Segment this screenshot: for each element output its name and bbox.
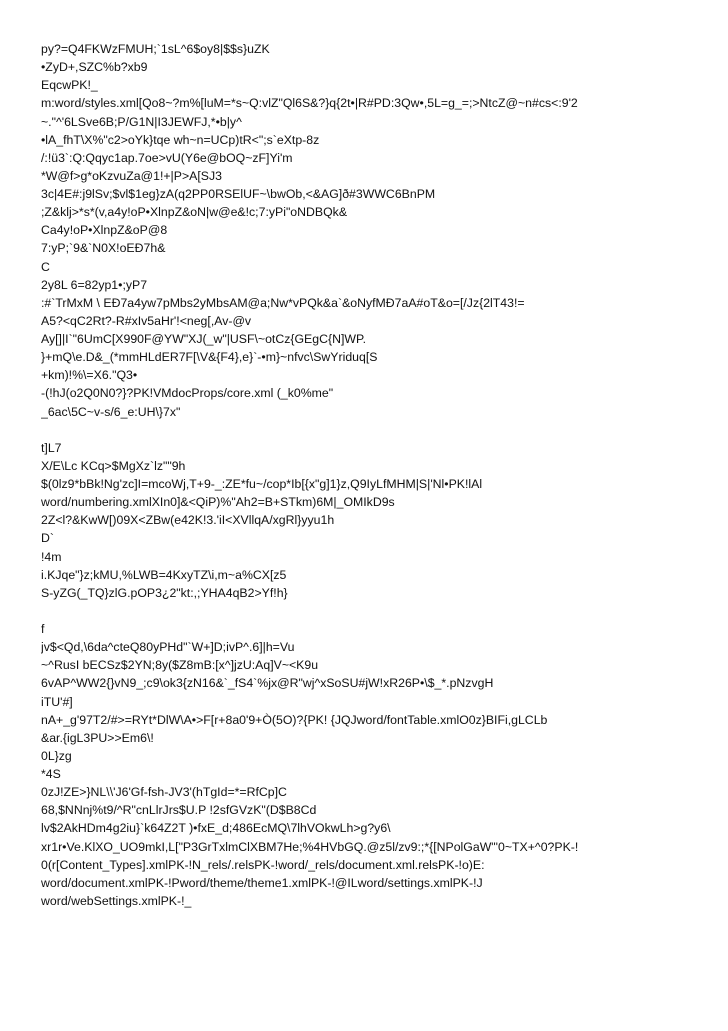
document-line: /:!ü3`:Q:Qqyc1ap.7oe>vU(Y6e@bOQ~zF]Yi'm bbox=[41, 150, 293, 165]
document-line: 7:yP;`9&`N0X!oEÐ7h& bbox=[41, 241, 166, 256]
document-line: nA+_g'97T2/#>=RYt*DlW\A•>F[r+8a0'9+Ò(5O)?{PK! {JQJword/fontTable.xmlO0z}BIFi,gLCLb bbox=[41, 712, 548, 727]
document-line: &ar.{igL3PU>>Em6\! bbox=[41, 730, 154, 745]
document-line: xr1r•Ve.KlXO_UO9mkI,L["P3GrTxlmClXBM7He;%4HVbGQ.@z5l/zv9:;*{[NPolGaW"'0~TX+^0?PK-! bbox=[41, 839, 579, 854]
document-line: t]L7 bbox=[41, 440, 62, 455]
document-line: •ZyD+,SZC%b?xb9 bbox=[41, 60, 148, 75]
document-line: 6vAP^WW2{}vN9_;c9\ok3{zN16&`_fS4`%jx@R"wj^xSoSU#jW!xR26P•\$_*.pNzvgH bbox=[41, 676, 494, 691]
document-line: X/E\Lc KCq>$MgXz`lz""9h bbox=[41, 458, 186, 473]
document-line bbox=[41, 421, 728, 439]
document-line: ;Z&klj>*s*(v,a4y!oP•XlnpZ&oN|w@e&!c;7:yPi"oNDBQk& bbox=[41, 205, 348, 220]
document-line bbox=[41, 602, 728, 620]
document-line: iTU'#] bbox=[41, 694, 73, 709]
document-line: }+mQ\e.D&_(*mmHLdER7F[\V&{F4},e}`-•m}~nfvc\SwYriduq[S bbox=[41, 350, 378, 365]
document-line: lv$2AkHDm4g2iu}`k64Z2T )•fxE_d;486EcMQ\7lhVOkwLh>g?y6\ bbox=[41, 821, 391, 836]
document-line: i.KJqe"}z;kMU,%LWB=4KxyTZ\i,m~a%CX[z5 bbox=[41, 567, 287, 582]
document-line: A5?<qC2Rt?-R#xIv5aHr'!<neg[,Av-@v bbox=[41, 313, 252, 328]
document-line: ~."^'6LSve6B;P/G1N|I3JEWFJ,*•b|y^ bbox=[41, 114, 242, 129]
document-line: ~^RusI bECSz$2YN;8y($Z8mB:[x^]jzU:Aq]V~<K9u bbox=[41, 658, 319, 673]
document-line: 3c|4E#:j9lSv;$vl$1eg}zA(q2PP0RSElUF~\bwOb,<&AG]ð#3WWC6BnPM bbox=[41, 187, 436, 201]
document-line: _6ac\5C~v-s/6_e:UH\}7x" bbox=[41, 404, 181, 419]
document-line: D` bbox=[41, 531, 54, 546]
document-line: :#`TrMxM \ EÐ7a4yw7pMbs2yMbsAM@a;Nw*vPQk&a`&oNyfMÐ7aA#oT&o=[/Jz{2lT43!= bbox=[41, 295, 525, 310]
document-line: 2Z<l?&KwW[)09X<ZBw(e42K!3.'iI<XVllqA/xgRl}yyu1h bbox=[41, 513, 335, 528]
document-line: 0L}zg bbox=[41, 748, 72, 763]
document-line: -(!hJ(o2Q0N0?}?PK!VMdocProps/core.xml (_k0%me" bbox=[41, 386, 334, 401]
document-line: Ca4y!oP•XlnpZ&oP@8 bbox=[41, 223, 168, 238]
document-line: jv$<Qd,\6da^cteQ80yPHd"`W+]D;ivP^.6]|h=Vu bbox=[41, 640, 295, 655]
document-line: word/numbering.xmlXIn0]&<QiP)%"Ah2=B+STkm)6M|_OMIkD9s bbox=[41, 495, 395, 510]
document-line: +km)!%\=X6."Q3• bbox=[41, 368, 138, 383]
document-line: S-yZG(_TQ}zlG.pOP3¿2"kt:,;YHA4qB2>Yf!h} bbox=[41, 585, 288, 600]
document-line: •lA_fhT\X%"c2>oYk}tqe wh~n=UCp)tR<";s`eXtp-8z bbox=[41, 132, 320, 147]
document-line: py?=Q4FKWzFMUH;`1sL^6$oy8|$$s}uZK bbox=[41, 42, 270, 56]
document-line: word/webSettings.xmlPK-!_ bbox=[41, 893, 192, 908]
document-line: EqcwPK!_ bbox=[41, 78, 98, 93]
document-line: 0(r[Content_Types].xmlPK-!N_rels/.relsPK-!word/_rels/document.xml.relsPK-!o)E: bbox=[41, 857, 485, 872]
document-body bbox=[41, 40, 728, 910]
document-line: *W@f>g*oKzvuZa@1!+|P>A[SJ3 bbox=[41, 168, 222, 183]
document-line: 2y8L 6=82yp1•;yP7 bbox=[41, 277, 148, 292]
document-line: 0zJ!ZE>}NL\\'J6'Gf-fsh-JV3'(hTgId=*=RfCp]C bbox=[41, 785, 287, 800]
document-line: 68,$NNnj%t9/^R"cnLlrJrs$U.P !2sfGVzK"(D$B8Cd bbox=[41, 803, 317, 818]
document-line: !4m bbox=[41, 549, 62, 564]
document-line: m:word/styles.xml[Qo8~?m%[luM=*s~Q:vlZ"Ql6S&?}q{2t•|R#PD:3Qw•,5L=g_=;>NtcZ@~n#cs<:9'2 bbox=[41, 96, 578, 111]
document-line: word/document.xmlPK-!Pword/theme/theme1.xmlPK-!@ILword/settings.xmlPK-!J bbox=[41, 875, 483, 890]
document-line: Ay[]|I`"6UmC[X990F@YW"XJ(_w"|USF\~otCz{GEgC{N]WP. bbox=[41, 332, 367, 346]
document-line: $(0lz9*bBk!Ng'zc]I=mcoWj,T+9-_:ZE*fu~/cop*Ib[{x"g]1}z,Q9IyLfMHM|S|'Nl•PK!lAl bbox=[41, 477, 483, 491]
document-line: f bbox=[41, 622, 45, 636]
document-line: C bbox=[41, 259, 50, 274]
document-line: *4S bbox=[41, 767, 61, 781]
